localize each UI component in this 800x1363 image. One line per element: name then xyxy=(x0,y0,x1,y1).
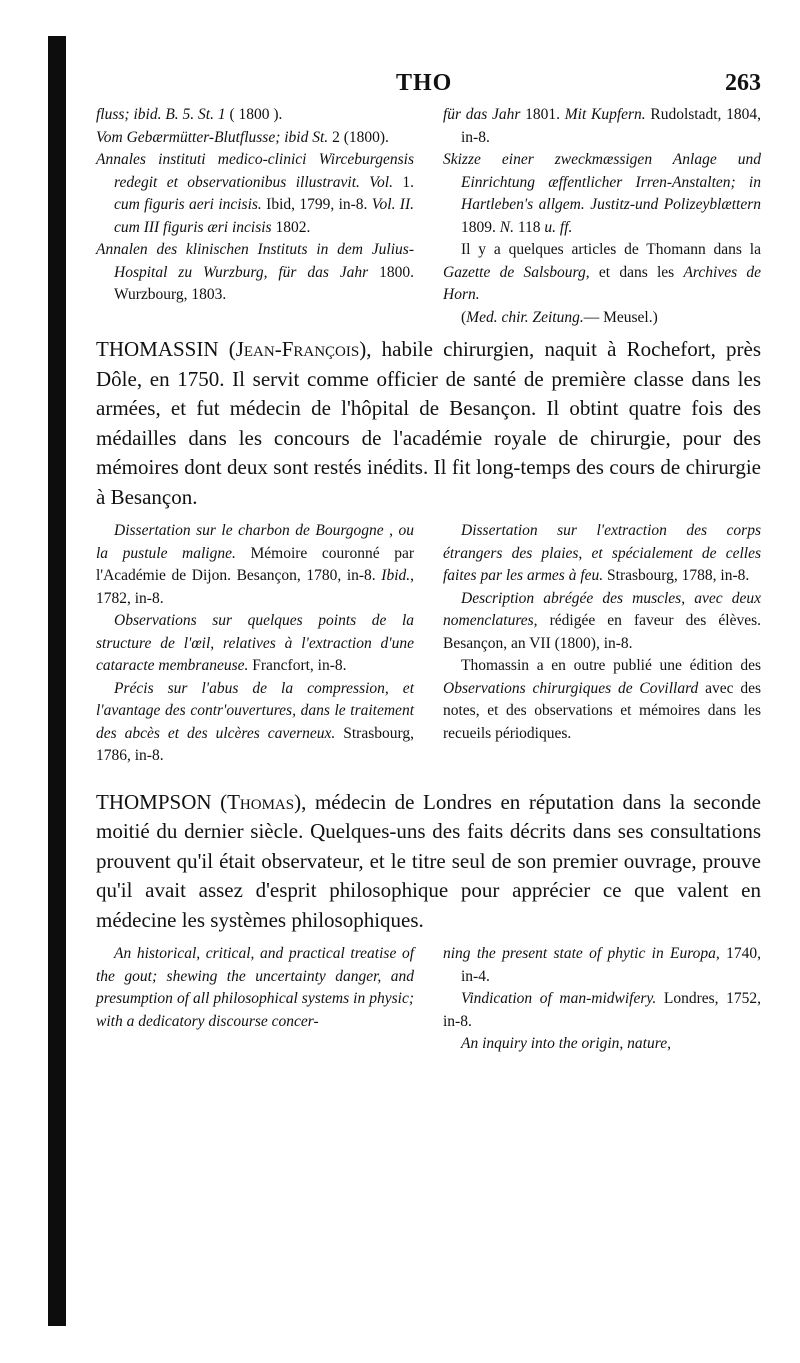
bib-entry: Skizze einer zweckmæssigen Anlage und Einrichtung æffentlicher Irren-Anstalten; in Hartleben's allgem. Justitz-und Polizeyblættern 1809. N. 118 u. ff. xyxy=(443,151,761,236)
bib-entry: für das Jahr 1801. Mit Kupfern. Rudolstadt, 1804, in-8. xyxy=(443,106,762,146)
bib-column-right xyxy=(443,520,761,768)
bib-entry: Vom Gebærmütter-Blutflusse; ibid St. 2 (1800). xyxy=(96,128,389,146)
entry-body xyxy=(96,335,761,512)
entry-forename: (Thomas) xyxy=(220,789,302,814)
entry-thomassin xyxy=(96,335,761,512)
bib-source: (Med. chir. Zeitung.— Meusel.) xyxy=(461,308,658,326)
continuation-bibliography xyxy=(96,104,761,329)
bib-note: Il y a quelques articles de Thomann dans la Gazette de Salsbourg, et dans les Archives de Horn. xyxy=(443,241,761,303)
bib-column-left xyxy=(96,104,414,329)
bib-entry: Observations sur quelques points de la structure de l'œil, relatives à l'extraction d'une cataracte membraneuse. Francfort, in-8. xyxy=(96,612,414,674)
bib-column-right xyxy=(443,104,761,329)
entry-headword: THOMASSIN xyxy=(96,337,219,361)
running-title: THO xyxy=(396,70,453,96)
spacer xyxy=(96,768,761,782)
entry-body xyxy=(96,788,761,936)
thomassin-bibliography xyxy=(96,520,761,768)
entry-text: , habile chirurgien, naquit à Rochefort, près Dôle, en 1750. Il servit comme officier de santé de première classe dans les armées, et fut médecin de l'hôpital de Besançon. Il obtint quatre fois des médailles dans les concours de l'académie royale de chirurgie, pour des mémoires dont deux sont restés inédits. Il fit long-temps des cours de chirurgie à Besançon. xyxy=(96,337,762,509)
document-page xyxy=(96,70,761,1330)
bib-entry: An historical, critical, and practical treatise of the gout; shewing the uncertainty danger, and presumption of all philosophical systems in physic; with a dedicatory discourse concer- xyxy=(96,945,414,1030)
entry-headword: THOMPSON xyxy=(96,789,212,814)
bib-entry: An inquiry into the origin, nature, xyxy=(461,1035,671,1052)
entry-text: , médecin de Londres en réputation dans la seconde moitié du dernier siècle. Quelques-uns des faits décrits dans ses consultations prouvent qu'il était observateur, et le titre seul de son premier ouvrage, prouve qu'il avait assez d'esprit philosophique pour apprécier ce que valent en médecine les systèmes philosophiques. xyxy=(96,789,761,932)
entry-forename: (Jean-François) xyxy=(228,337,367,361)
entry-thompson xyxy=(96,788,761,936)
book-spine-shadow xyxy=(48,36,66,1326)
bib-entry: ning the present state of phytic in Europa, 1740, in-4. xyxy=(443,945,762,985)
bib-column-right xyxy=(443,943,761,1056)
bib-entry: Précis sur l'abus de la compression, et l'avantage des contr'ouvertures, dans le traitement des abcès et des ulcères caverneux. Strasbourg, 1786, in-8. xyxy=(96,679,414,764)
page-number: 263 xyxy=(725,70,761,96)
bib-entry: Dissertation sur l'extraction des corps étrangers des plaies, et spécialement de celles faites par les armes à feu. Strasbourg, 1788, in-8. xyxy=(443,522,761,584)
thompson-bibliography xyxy=(96,943,761,1056)
bib-column-left xyxy=(96,943,414,1056)
bib-entry: Dissertation sur le charbon de Bourgogne , ou la pustule maligne. Mémoire couronné par l'Académie de Dijon. Besançon, 1780, in-8. Ibid., 1782, in-8. xyxy=(96,522,414,607)
bib-entry: fluss; ibid. B. 5. St. 1 ( 1800 ). xyxy=(96,106,283,123)
bib-entry: Vindication of man-midwifery. Londres, 1752, in-8. xyxy=(443,990,761,1030)
bib-note: Thomassin a en outre publié une édition des Observations chirurgiques de Covillard avec des notes, et des observations et mémoires dans les recueils périodiques. xyxy=(443,657,761,742)
bib-column-left xyxy=(96,520,414,768)
bib-entry: Description abrégée des muscles, avec deux nomenclatures, rédigée en faveur des élèves. Besançon, an VII (1800), in-8. xyxy=(443,589,761,652)
running-header xyxy=(96,70,761,104)
bib-entry: Annales instituti medico-clinici Wirceburgensis redegit et observationibus illustravit. Vol. 1. cum figuris aeri incisis. Ibid, 1799, in-8. Vol. II. cum III figuris æri incisis 1802. xyxy=(96,151,414,236)
bib-entry: Annalen des klinischen Instituts in dem Julius-Hospital zu Wurzburg, für das Jahr 1800. Wurzbourg, 1803. xyxy=(96,241,415,303)
